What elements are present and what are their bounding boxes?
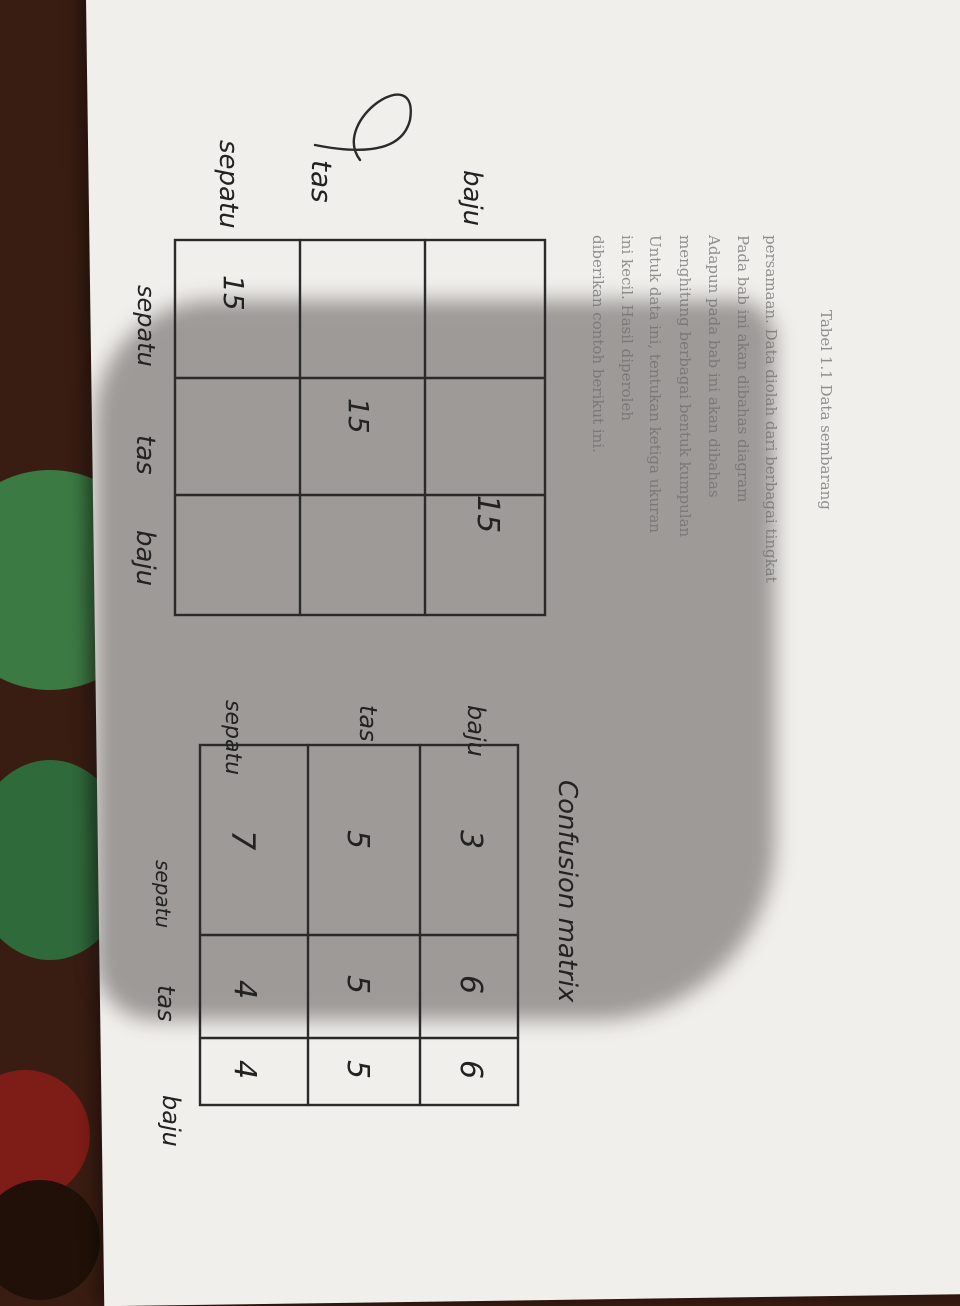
right-cell: 5 — [340, 975, 375, 995]
printed-line: ini kecil. Hasil diperoleh — [618, 235, 636, 422]
left-cell-baju-baju: 15 — [470, 495, 505, 534]
right-grid-border — [200, 745, 518, 1105]
printed-line: Pada bab ini akan dibahas diagram — [734, 235, 752, 503]
right-cell: 3 — [453, 830, 488, 850]
right-cell: 4 — [227, 1060, 262, 1080]
printed-line: Adapun pada bab ini akan dibahas — [705, 235, 723, 498]
right-cell: 6 — [453, 1060, 488, 1080]
right-cell: 6 — [453, 975, 488, 995]
printed-line: diberikan contoh berikut ini. — [589, 235, 607, 453]
left-cell-tas-tas: 15 — [342, 398, 375, 434]
right-col-label: sepatu — [151, 860, 175, 929]
left-row-label: sepatu — [213, 140, 243, 229]
left-row-label: baju — [457, 170, 487, 227]
printed-line: persamaan. Data diolah dari berbagai tingkat — [762, 235, 780, 583]
left-col-label: baju — [130, 530, 160, 587]
right-row-label: sepatu — [220, 700, 245, 776]
printed-line: menghitung berbagai bentuk kumpulan — [676, 235, 694, 538]
left-row-label: tas — [305, 160, 338, 203]
right-row-label: tas — [354, 705, 382, 742]
right-cell: 4 — [227, 980, 262, 1000]
right-col-label: baju — [157, 1095, 185, 1147]
left-col-label: tas — [130, 435, 160, 475]
right-cell: 5 — [340, 830, 375, 850]
right-row-label: baju — [462, 705, 490, 757]
printed-line: Untuk data ini, tentukan ketiga ukuran — [646, 235, 664, 533]
right-cell: 7 — [224, 830, 262, 851]
confusion-matrix-title: Confusion matrix — [552, 780, 582, 1003]
left-cell-sepatu-sepatu: 15 — [217, 275, 250, 311]
right-cell: 5 — [340, 1060, 375, 1080]
right-col-label: tas — [152, 985, 180, 1022]
left-col-label: sepatu — [132, 285, 160, 367]
printed-line: Tabel 1.1 Data sembarang — [817, 310, 835, 510]
